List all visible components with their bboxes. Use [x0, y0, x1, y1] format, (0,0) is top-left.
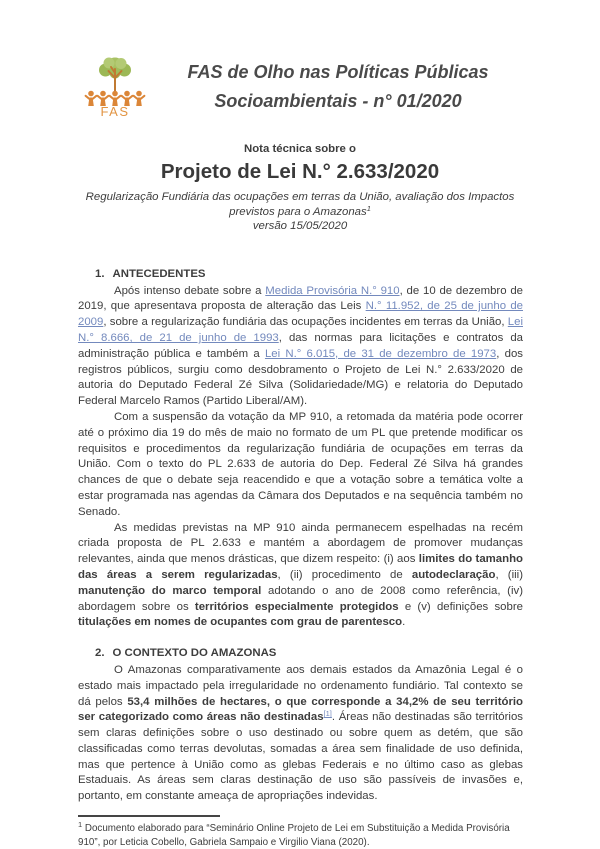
- fas-logo: [84, 54, 146, 118]
- section-number: 2.: [95, 647, 105, 660]
- text-run: . Áreas não destinadas são territórios sem claras definições sobre o uso destinado ou sobre quem as detém, que são classificadas como terras devolutas, somadas a área sem finalidade de uso definida, mas que pertence à União como as glebas Federais e no último caso as glebas Estaduais. As áreas sem claras destinação de uso são passíveis de invasões e, portanto, em constante ameaça de apropriações indevidas.: [78, 711, 523, 803]
- text-run: As medidas previstas na MP 910 ainda permanecem espelhadas na recém criada proposta de PL 2.633 e mantém a abordagem de promover mudanças relevantes, ainda que menos drásticas, que dizem respeito: (i) aos: [78, 521, 523, 566]
- paragraph-antecedentes-2: [78, 410, 523, 521]
- text-run: limites do tamanho das áreas a serem regularizadas: [78, 553, 524, 581]
- document-subtitle: [0, 190, 600, 219]
- inline-link[interactable]: Lei N.° 6.015, de 31 de dezembro de 1973: [264, 347, 497, 360]
- text-run: O Amazonas comparativamente aos demais estados da Amazônia Legal é o estado mais impactado pela irregularidade no ordenamento fundiário. Tal contexto se dá pelos: [78, 663, 523, 708]
- tree-icon: [99, 58, 131, 92]
- newsletter-title: [146, 54, 530, 116]
- text-run: Com a suspensão da votação da MP 910, a retomada da matéria pode ocorrer até o próximo dia 19 do mês de maio no formato de um PL que pretende modificar os requisitos e procedimentos da regularização fundiária de ocupações em terras da União. Com o texto do PL 2.633 de autoria do Dep. Federal Zé Silva há grandes chances de que o debate seja reacendido e que a votação sobre a temática volte a estar programada nas agendas da Câmara dos Deputados e na sequência também no Senado.: [78, 410, 523, 518]
- inline-link[interactable]: Medida Provisória N.° 910: [265, 284, 400, 297]
- section-number: 1.: [95, 267, 105, 280]
- section-label: ANTECEDENTES: [112, 267, 206, 280]
- inline-link[interactable]: N.° 11.952, de 25 de junho de 2009: [78, 300, 523, 329]
- text-run: 53,4 milhões de hectares, o que corresponde a 34,2% de seu território ser categorizado como áreas não destinadas: [78, 695, 523, 724]
- text-run: , sobre a regularização fundiária das ocupações incidentes em terras da União,: [103, 316, 508, 329]
- newsletter-title-line1: FAS de Olho nas Políticas Públicas: [187, 62, 489, 82]
- text-run: , das normas para licitações e contratos da administração pública e também a: [78, 331, 523, 360]
- section-heading-antecedentes: [78, 267, 523, 283]
- text-run: manutenção do marco temporal: [78, 584, 262, 597]
- text-run: titulações em nomes de ocupantes com grau de parentesco: [78, 616, 403, 629]
- footnote-divider: [78, 815, 220, 817]
- text-run: adotando o ano de 2008 como referência, (iv) abordagem sobre os: [78, 584, 523, 613]
- title-block: [0, 142, 600, 234]
- footnote-ref: 1: [366, 203, 371, 213]
- document-version: versão 15/05/2020: [252, 220, 348, 233]
- paragraph-contexto-1: [78, 663, 523, 805]
- section-heading-contexto-amazonas: [78, 646, 523, 662]
- document-title: Projeto de Lei N.° 2.633/2020: [160, 160, 440, 183]
- footnote-ref-link[interactable]: [1]: [323, 709, 332, 719]
- note-kicker: Nota técnica sobre o: [243, 143, 357, 155]
- text-run: territórios especialmente protegidos: [194, 600, 399, 613]
- paragraph-antecedentes-1: [78, 284, 523, 410]
- text-run: , (ii) procedimento de: [277, 568, 412, 581]
- fas-logo-text: FAS: [100, 104, 130, 118]
- footnote: [78, 815, 523, 849]
- text-run: .: [402, 616, 406, 629]
- footnote-text: [78, 822, 523, 849]
- section-label: O CONTEXTO DO AMAZONAS: [112, 647, 277, 660]
- subtitle-line2: [0, 205, 600, 220]
- text-run: autodeclaração: [411, 568, 496, 581]
- subtitle-line1: Regularização Fundiária das ocupações em terras da União, avaliação dos Impactos: [85, 191, 515, 203]
- text-run: Documento elaborado para “Seminário Online Projeto de Lei em Substituição a Medida Provisória 910”, por Leticia Cobello, Gabriela Sampaio e Virgilio Viana (2020).: [78, 823, 510, 848]
- inline-link[interactable]: Lei N.° 8.666, de 21 de junho de 1993: [78, 316, 523, 344]
- fas-logo-icon: [84, 54, 146, 118]
- newsletter-title-line2: Socioambientais - n° 01/2020: [214, 91, 462, 111]
- text-run: e (v) definições sobre: [398, 600, 523, 613]
- text-run: previstos para o Amazonas: [229, 205, 367, 218]
- footnote-ref: 1: [78, 820, 83, 830]
- document-body: [0, 267, 600, 849]
- document-header: [0, 0, 600, 118]
- text-run: , dos registros públicos, surgiu como desdobramento o Projeto de Lei N.° 2.633/2020 de autoria do Deputado Federal Zé Silva (Solidariedade/MG) e relatoria do Deputado Federal Marcelo Ramos (Partido Liberal/AM).: [78, 347, 523, 408]
- paragraph-antecedentes-3: [78, 521, 523, 632]
- text-run: , de 10 de dezembro de 2019, que apresentava proposta de alteração das Leis: [78, 284, 524, 313]
- text-run: Após intenso debate sobre a: [114, 284, 266, 297]
- text-run: , (iii): [495, 568, 523, 581]
